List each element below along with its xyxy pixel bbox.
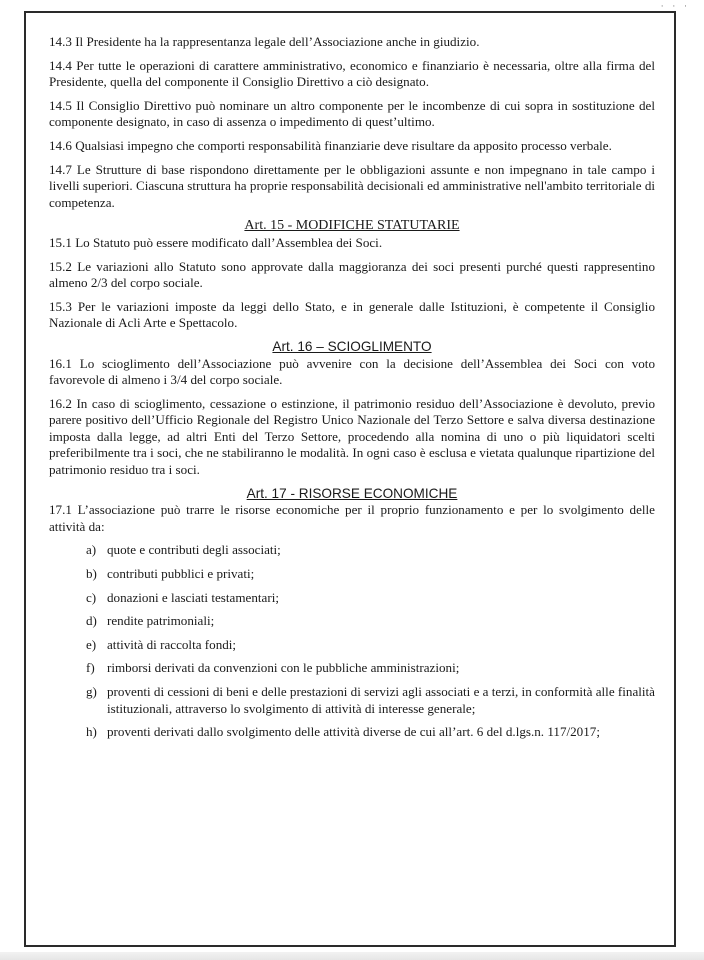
list-item [86,637,655,654]
list-item [86,566,655,583]
art14-section [49,34,655,211]
clause-14-3: 14.3 Il Presidente ha la rappresentanza legale dell’Associazione anche in giudizio. [49,34,480,49]
document-body [49,34,655,748]
clause-17-1: 17.1 L’associazione può trarre le risorse economiche per il proprio funzionamento e per lo svolgimento delle attività da: [49,502,655,534]
art17-section [49,486,655,741]
list-item [86,684,655,717]
list-marker: a) [86,542,97,558]
list-item [86,724,655,741]
list-marker: e) [86,636,97,652]
list-item-text: contributi pubblici e privati; [107,566,255,582]
list-marker: h) [86,724,97,740]
clause-14-6: 14.6 Qualsiasi impegno che comporti responsabilità finanziarie deve risultare da apposito processo verbale. [49,137,612,153]
list-item [86,590,655,607]
resources-list [49,542,655,740]
list-item [86,542,655,559]
list-marker: g) [86,684,97,699]
list-item-text: attività di raccolta fondi; [107,636,237,652]
clause-15-1: 15.1 Lo Statuto può essere modificato dall’Assemblea dei Soci. [49,234,383,250]
list-item [86,613,655,630]
clause-14-7: 14.7 Le Strutture di base rispondono direttamente per le obbligazioni assunte e non impegnano in tale campo i livelli superiori. Ciascuna struttura ha proprie responsabilità decisionali ed amministrative nell'ambito territoriale di competenza. [49,161,655,210]
list-item [86,660,655,677]
clause-14-4: 14.4 Per tutte le operazioni di carattere amministrativo, economico e finanziario è necessaria, oltre alla firma del Presidente, quella del componente il Consiglio Direttivo a ciò designato. [49,57,655,90]
clause-16-1: 16.1 Lo scioglimento dell’Associazione può avvenire con la decisione dell’Assemblea dei Soci con voto favorevole di almeno i 3/4 del corpo sociale. [49,355,655,388]
clause-15-3: 15.3 Per le variazioni imposte da leggi dello Stato, e in generale dalle Istituzioni, è competente il Consiglio Nazionale di Acli Arte e Spettacolo. [49,298,655,331]
list-item-text: proventi derivati dallo svolgimento delle attività diverse de cui all’art. 6 del d.lgs.n. 117/2017; [107,724,600,740]
art16-heading: Art. 16 – SCIOGLIMENTO [272,338,432,354]
list-item-text: donazioni e lasciati testamentari; [107,589,279,605]
clause-15-2: 15.2 Le variazioni allo Statuto sono approvate dalla maggioranza dei soci presenti purché questi rappresentino almeno 2/3 del corpo sociale. [49,258,655,291]
art16-section [49,339,655,479]
list-item-text: rimborsi derivati da convenzioni con le pubbliche amministrazioni; [107,660,460,676]
list-item-text: proventi di cessioni di beni e delle prestazioni di servizi agli associati e a terzi, in conformità alle finalità istituzionali, attraverso lo svolgimento di attività di interesse generale; [107,684,655,716]
list-marker: f) [86,660,95,676]
list-marker: c) [86,589,97,605]
clause-14-5: 14.5 Il Consiglio Direttivo può nominare un altro componente per le incombenze di cui sopra in sostituzione del componente designato, in caso di assenza o impedimento di quest’ultimo. [49,97,655,130]
art15-section [49,218,655,332]
clause-16-2: 16.2 In caso di scioglimento, cessazione o estinzione, il patrimonio residuo dell’Associazione è devoluto, previo parere positivo dell’Ufficio Regionale del Registro Unico Nazionale del Terzo Settore e salva diversa destinazione imposta dalla legge, ad altri Enti del Terzo Settore, procedendo alla nomina di uno o più liquidatori scelti preferibilmente tra i soci, che ne stabiliranno le modalità. In ogni caso è esclusa e vietata qualunque ripartizione del patrimonio residuo tra i soci. [49,395,655,478]
scan-corner-marks: · · · [660,2,690,12]
scan-bottom-edge [0,952,704,960]
art15-heading: Art. 15 - MODIFICHE STATUTARIE [244,218,460,234]
list-item-text: rendite patrimoniali; [107,613,215,629]
art17-heading: Art. 17 - RISORSE ECONOMICHE [246,485,458,501]
list-item-text: quote e contributi degli associati; [107,542,281,558]
list-marker: d) [86,613,97,629]
list-marker: b) [86,566,97,582]
